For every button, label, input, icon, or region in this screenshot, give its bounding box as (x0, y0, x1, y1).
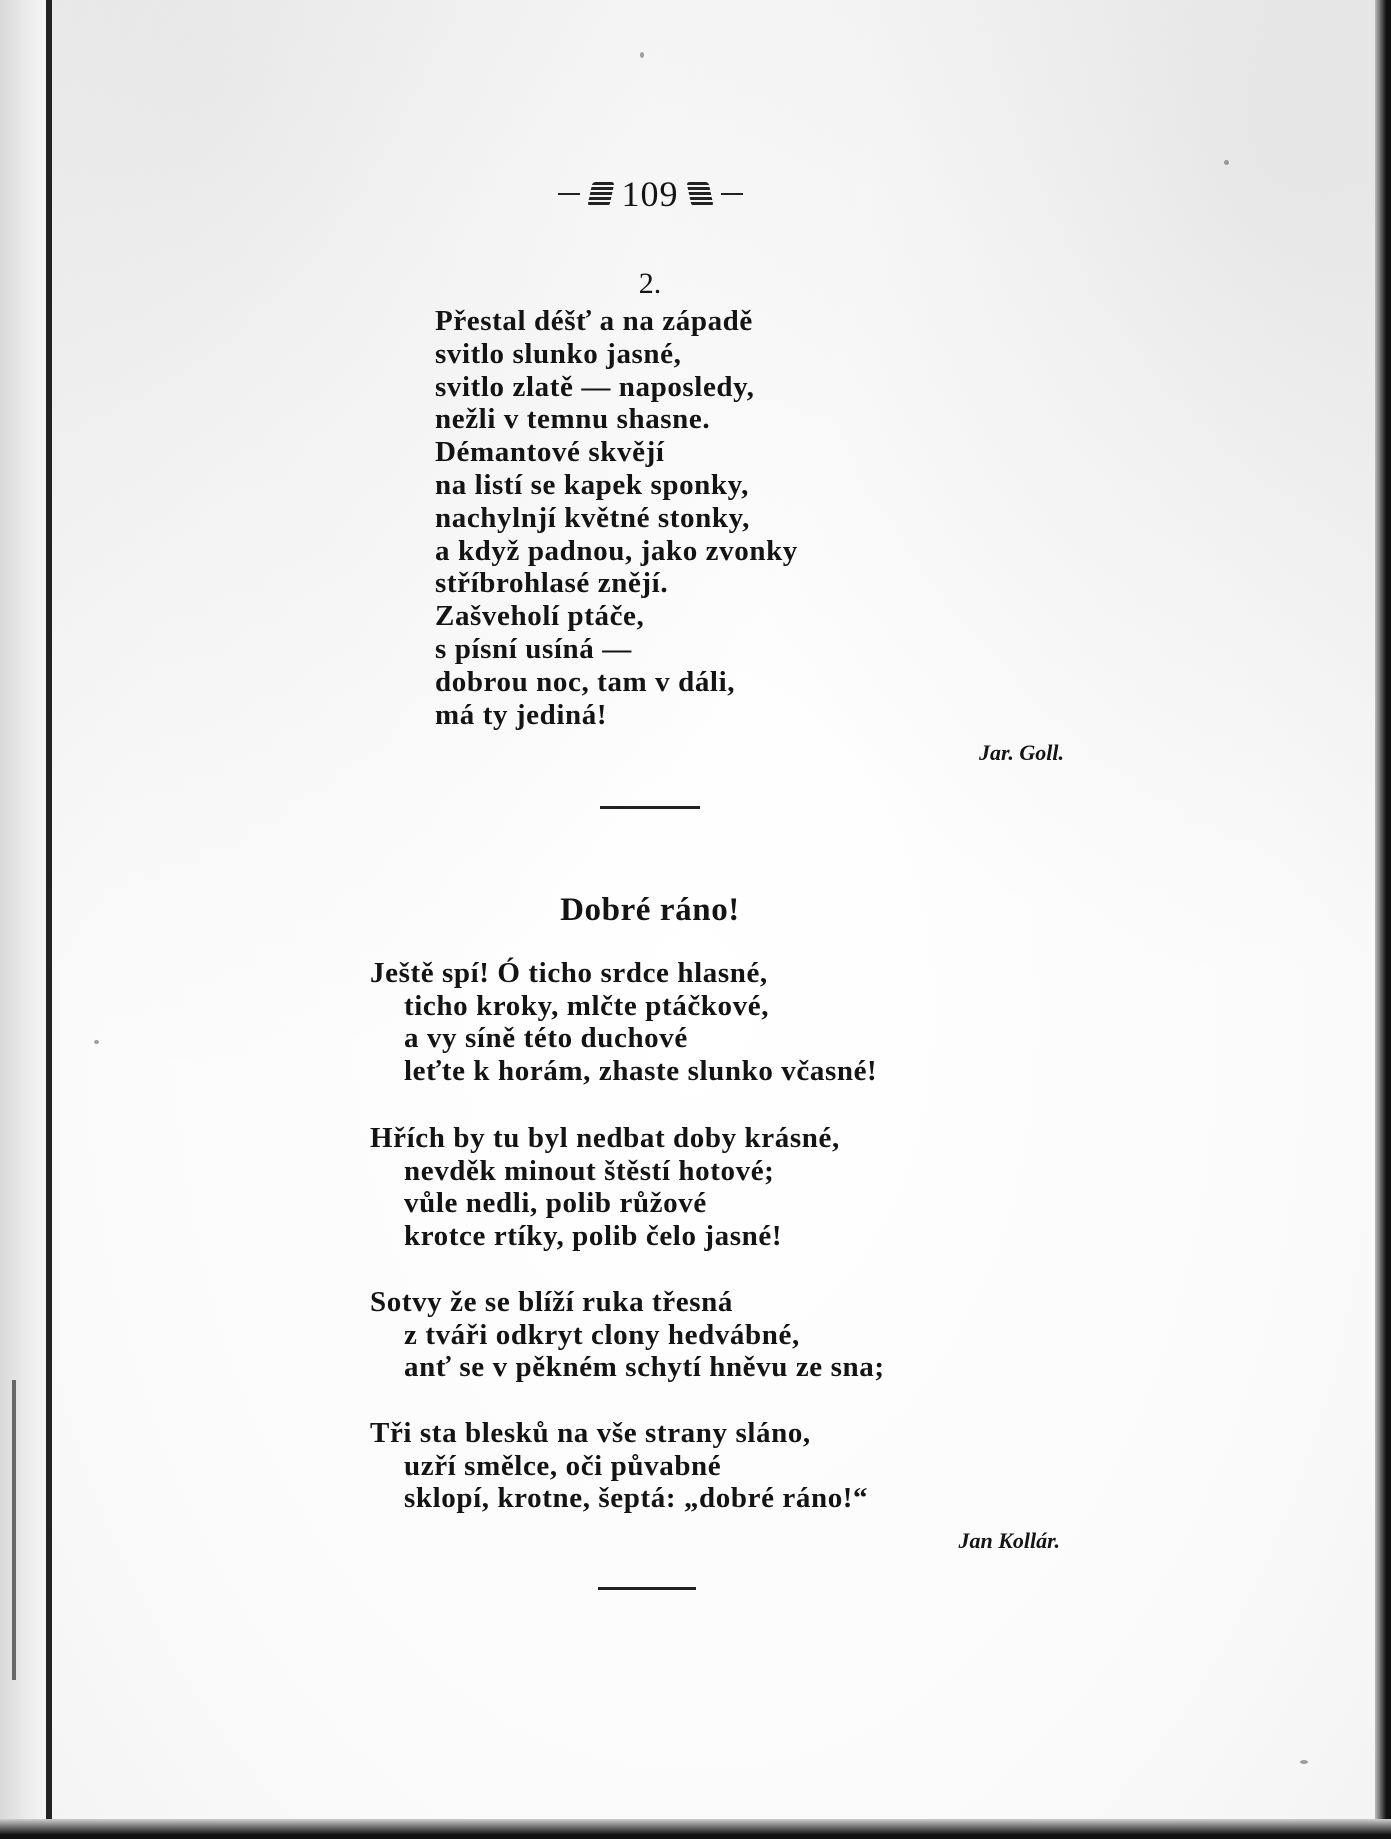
poem-line: svitlo slunko jasné, (435, 337, 682, 370)
poem-line: Sotvy že se blíží ruka třesná (370, 1286, 733, 1318)
header-rule-left (558, 193, 580, 195)
poem-line: Zašveholí ptáče, (435, 600, 645, 633)
section-divider (600, 806, 700, 809)
poem-line: Tři sta blesků na vše strany sláno, (370, 1417, 811, 1449)
poem-line: krotce rtíky, polib čelo jasné! (404, 1219, 783, 1252)
poem-line: a když padnou, jako zvonky (435, 534, 798, 567)
poem-line: nežli v temnu shasne. (435, 403, 711, 436)
ornament-right-icon (686, 182, 713, 206)
poem-line: ticho kroky, mlčte ptáčkové, (404, 989, 770, 1022)
scan-speck (1224, 160, 1229, 165)
page-bottom-edge (0, 1819, 1391, 1839)
page-number: 109 (621, 174, 679, 214)
poem-line: leťte k horám, zhaste slunko včasné! (404, 1054, 878, 1087)
scan-speck (640, 52, 644, 58)
poem-line: Ještě spí! Ó ticho srdce hlasné, (370, 957, 768, 989)
poem-lines (435, 305, 995, 731)
ornament-left-icon (587, 182, 614, 206)
book-spine-edge (46, 0, 52, 1839)
poem-line: nevděk minout štěstí hotové; (404, 1154, 775, 1187)
poem-line: anť se v pěkném schytí hněvu ze sna; (404, 1351, 885, 1383)
page-right-edge (1375, 0, 1391, 1839)
poem-line: Přestal déšť a na západě (435, 305, 753, 337)
poem-line: na listí se kapek sponky, (435, 468, 749, 501)
poem-line: Hřích by tu byl nedbat doby krásné, (370, 1122, 840, 1154)
poem-stanza (370, 1122, 990, 1252)
poem-line: z tváři odkryt clony hedvábné, (404, 1318, 800, 1351)
poem-stanza (370, 957, 990, 1087)
poem-line: a vy síně této duchové (404, 1022, 688, 1054)
poem-line: sklopí, krotne, šeptá: „dobré ráno!“ (404, 1482, 869, 1514)
poem-line: má ty jediná! (435, 698, 608, 731)
section-number: 2. (638, 267, 662, 300)
poem-line: Démantové skvějí (435, 436, 665, 469)
scan-speck (1300, 1760, 1308, 1764)
poem-line: vůle nedli, polib růžové (404, 1187, 707, 1219)
poem-line: nachylnjí květné stonky, (435, 501, 750, 534)
poem-line: stříbrohlasé znějí. (435, 567, 669, 600)
poem-title: Dobré ráno! (560, 892, 740, 928)
book-spine-shadow (0, 0, 50, 1839)
poem-line: svitlo zlatě — naposledy, (435, 370, 755, 403)
poem-line: dobrou noc, tam v dáli, (435, 665, 736, 698)
poem-author: Jan Kollár. (958, 1528, 1060, 1553)
header-rule-right (721, 193, 743, 195)
spine-mark (12, 1380, 16, 1680)
scan-speck (94, 1040, 99, 1044)
poem-line: s písní usíná — (435, 632, 632, 665)
poem-line: uzří smělce, oči půvabné (404, 1449, 722, 1482)
poem-stanza (370, 1417, 990, 1515)
page-header (530, 172, 770, 216)
poem-stanza (370, 1286, 990, 1384)
poem-author: Jar. Goll. (979, 740, 1064, 765)
section-divider (598, 1587, 696, 1590)
